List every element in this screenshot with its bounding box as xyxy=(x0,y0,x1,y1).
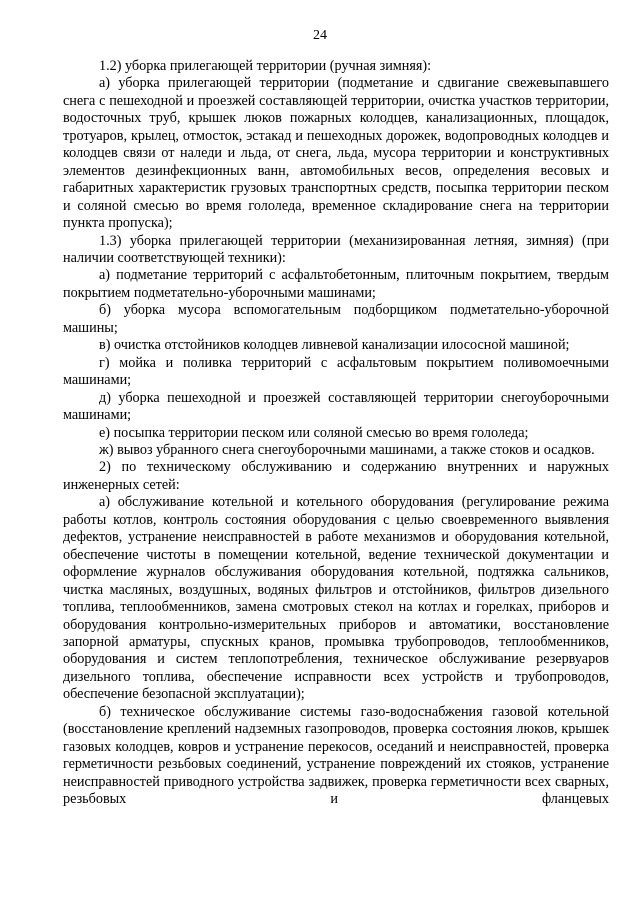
paragraph-1-3-g: г) мойка и поливка территорий с асфальтовым покрытием поливомоечными машинами; xyxy=(63,354,609,389)
paragraph-2-a: а) обслуживание котельной и котельного оборудования (регулирование режима работы котлов, контроль состояния оборудования с целью своевременного выявления дефектов, устранение неисправностей в работе механизмов и оборудования котельной, обеспечение чистоты в помещении котельной, ведение технической документации и оформление журналов обслуживания оборудования котельной, подтяжка сальников, чистка масляных, воздушных, водяных фильтров и отстойников, фильтров дизельного топлива, теплообменников, замена смотровых стекол на котлах и горелках, приборов и оборудования контрольно-измерительных приборов и автоматики, восстановление запорной арматуры, спускных кранов, промывка трубопроводов, теплообменников, оборудования и систем теплопотребления, техническое обслуживание резервуаров дизельного топлива, обеспечение исправности всех устройств и трубопроводов, обеспечение безопасной эксплуатации); xyxy=(63,494,609,703)
paragraph-1-3-b: б) уборка мусора вспомогательным подборщиком подметательно-уборочной машины; xyxy=(63,302,609,336)
paragraph-1-3-e: е) посыпка территории песком или соляной смесью во время гололеда; xyxy=(99,424,529,441)
paragraph-1-3-v: в) очистка отстойников колодцев ливневой канализации илососной машиной; xyxy=(99,337,570,354)
paragraph-1-3-zh: ж) вывоз убранного снега снегоуборочными машинами, а также стоков и осадков. xyxy=(99,441,595,458)
document-body xyxy=(63,58,609,808)
page-number: 24 xyxy=(313,28,327,43)
paragraph-1-3-d: д) уборка пешеходной и проезжей составляющей территории снегоуборочными машинами; xyxy=(63,389,609,424)
paragraph-1-2-heading: 1.2) уборка прилегающей территории (ручная зимняя): xyxy=(99,58,432,74)
paragraph-1-2-a: а) уборка прилегающей территории (подметание и сдвигание свежевыпавшего снега с пешеходной и проезжей составляющей территории, очистка участков территории, водосточных труб, крышек люков пожарных колодцев, канализационных, площадок, тротуаров, крылец, отмосток, эстакад и пешеходных дорожек, водопроводных колодцев и колодцев связи от наледи и льда, от снега, льда, мусора территории и конструктивных элементов дезинфекционных ванн, автомобильных весов, определения весовых и габаритных характеристик грузовых транспортных средств, посыпка территории песком и соляной смесью во время гололеда, временное складирование снега на территории пункта пропуска); xyxy=(63,75,609,232)
paragraph-1-3-heading: 1.3) уборка прилегающей территории (механизированная летняя, зимняя) (при наличии соответствующей техники): xyxy=(63,232,609,266)
paragraph-2-b: б) техническое обслуживание системы газо-водоснабжения газовой котельной (восстановление креплений надземных газопроводов, проверка состояния люков, крышек газовых колодцев, ковров и устранение перекосов, оседаний и неисправностей, проверка герметичности резьбовых соединений, устранение повреждений их стояков, устранение неисправностей приводного устройства задвижек, проверка герметичности всех сварных, резьбовых и фланцевых xyxy=(63,703,609,808)
paragraph-1-3-a: а) подметание территорий с асфальтобетонным, плиточным покрытием, твердым покрытием подметательно-уборочными машинами; xyxy=(63,267,609,301)
paragraph-2-heading: 2) по техническому обслуживанию и содержанию внутренних и наружных инженерных сетей: xyxy=(63,459,609,493)
